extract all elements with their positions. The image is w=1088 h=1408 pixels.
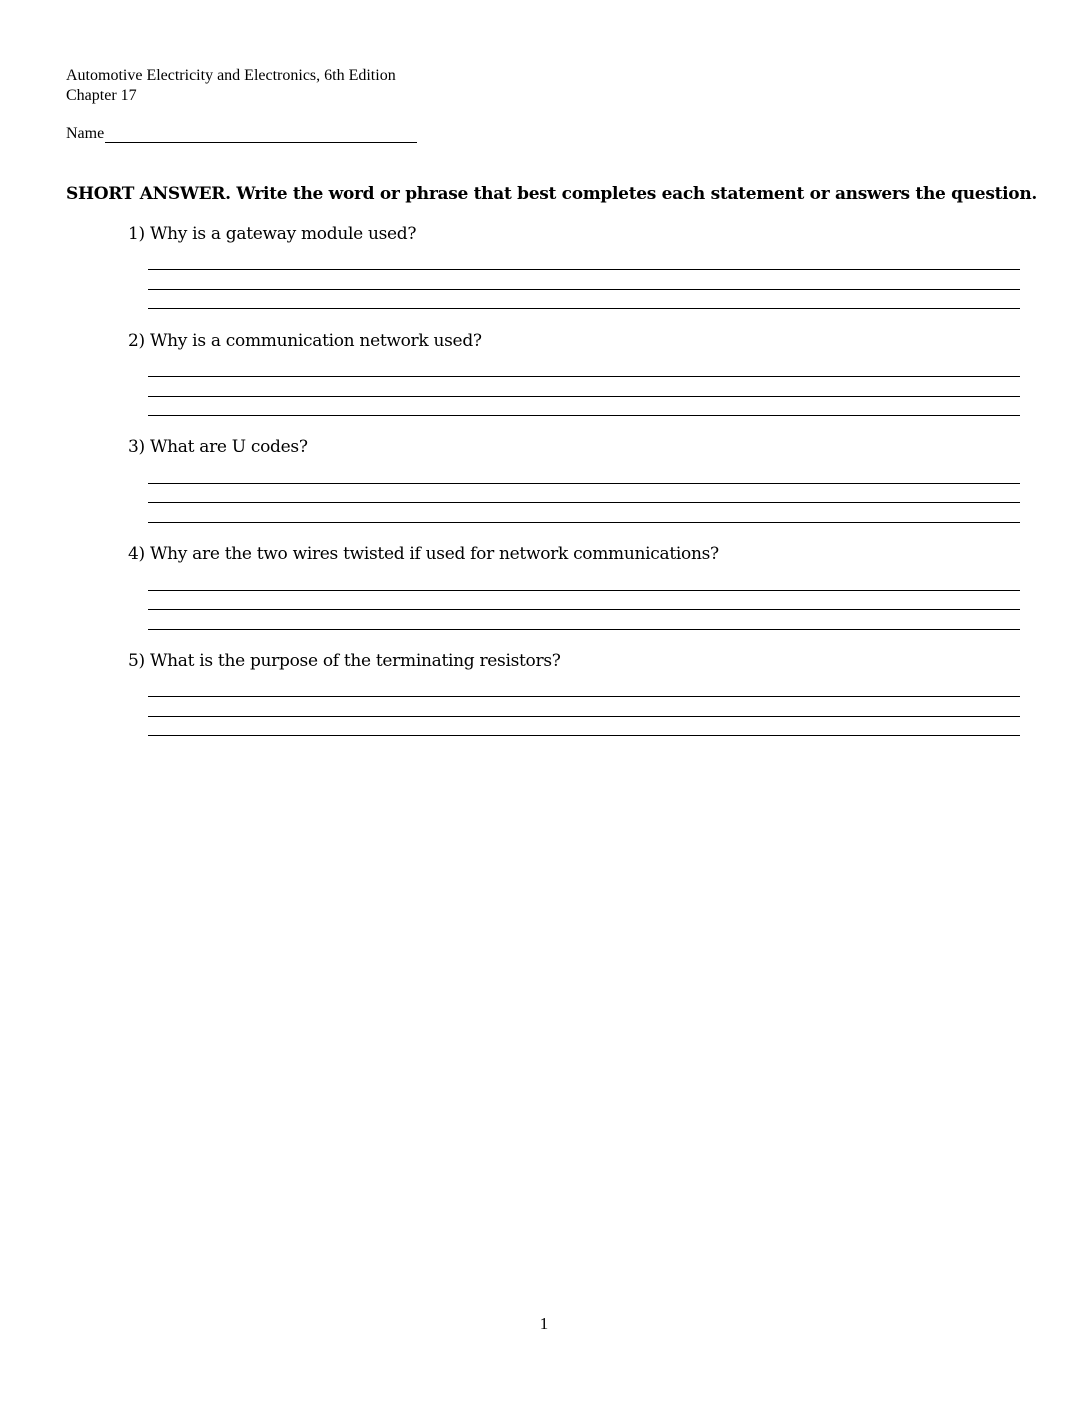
question-3 [128, 437, 1020, 457]
question-text: 5) What is the purpose of the terminating resistors? [128, 651, 561, 671]
answer-line[interactable] [148, 376, 1020, 377]
section-instructions: SHORT ANSWER. Write the word or phrase that best completes each statement or answers the question. [66, 184, 1038, 204]
answer-line[interactable] [148, 590, 1020, 591]
answer-line[interactable] [148, 716, 1020, 717]
question-2 [128, 331, 1020, 351]
answer-line[interactable] [148, 415, 1020, 416]
page-number: 1 [539, 1314, 549, 1333]
question-text: 1) Why is a gateway module used? [128, 224, 417, 244]
answer-line[interactable] [148, 629, 1020, 630]
name-blank-line[interactable] [105, 124, 417, 143]
question-text: 4) Why are the two wires twisted if used for network communications? [128, 544, 719, 564]
answer-line[interactable] [148, 735, 1020, 736]
answer-line[interactable] [148, 522, 1020, 523]
book-title: Automotive Electricity and Electronics, 6th Edition [66, 67, 396, 84]
document-header [66, 66, 396, 106]
question-4 [128, 544, 1020, 564]
question-5 [128, 651, 1020, 671]
answer-line[interactable] [148, 396, 1020, 397]
name-label: Name [66, 125, 105, 142]
question-1 [128, 224, 1020, 244]
question-text: 2) Why is a communication network used? [128, 331, 482, 351]
name-field [66, 124, 417, 143]
question-text: 3) What are U codes? [128, 437, 308, 457]
answer-line[interactable] [148, 483, 1020, 484]
chapter-label: Chapter 17 [66, 87, 137, 104]
answer-line[interactable] [148, 609, 1020, 610]
answer-line[interactable] [148, 269, 1020, 270]
answer-line[interactable] [148, 289, 1020, 290]
answer-line[interactable] [148, 502, 1020, 503]
answer-line[interactable] [148, 308, 1020, 309]
answer-line[interactable] [148, 696, 1020, 697]
